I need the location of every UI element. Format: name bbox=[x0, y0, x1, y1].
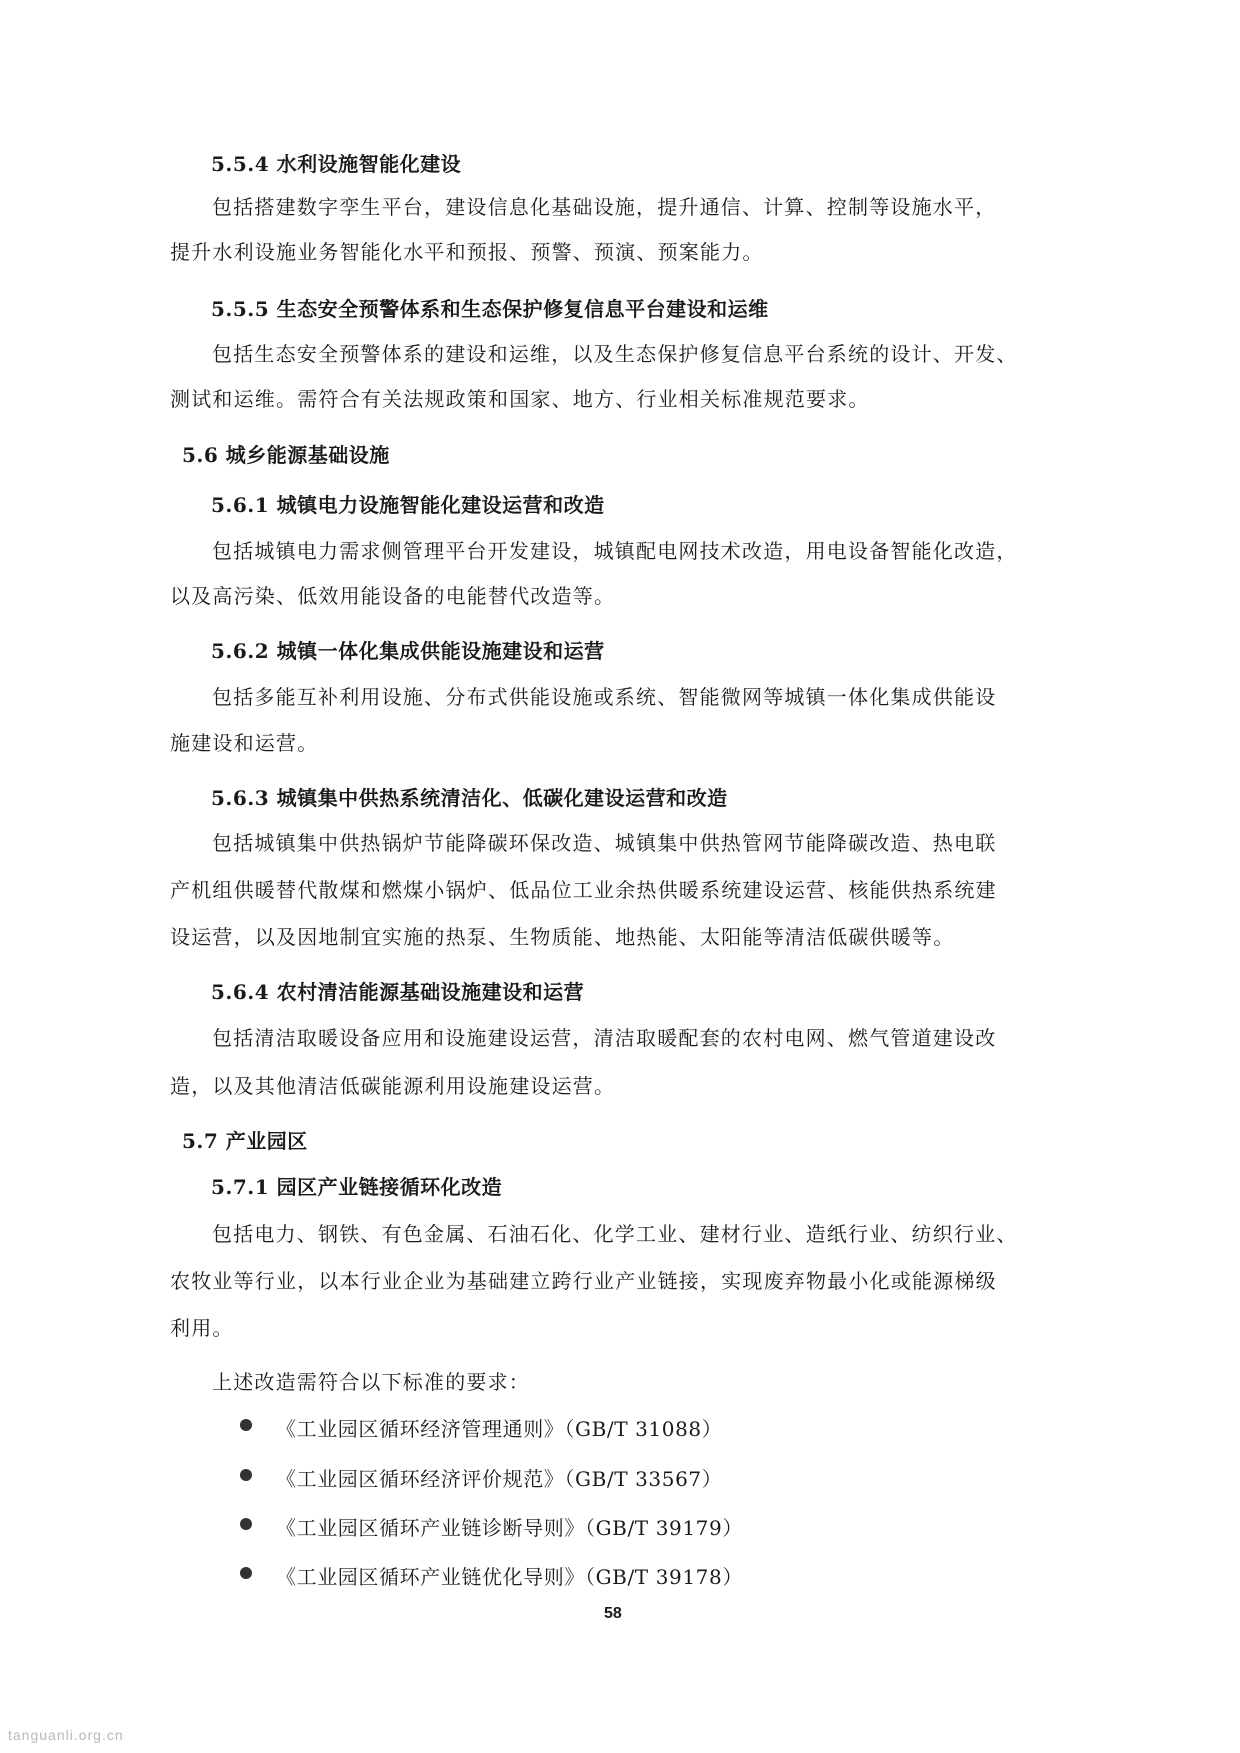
paragraph-line: 设运营，以及因地制宜实施的热泵、生物质能、地热能、太阳能等清洁低碳供暖等。 bbox=[170, 925, 955, 949]
bullet-icon bbox=[240, 1469, 252, 1481]
bullet-icon bbox=[240, 1567, 252, 1579]
standard-reference: 《工业园区循环产业链优化导则》（GB/T 39178） bbox=[276, 1565, 743, 1589]
paragraph-line: 以及高污染、低效用能设备的电能替代改造等。 bbox=[170, 584, 616, 608]
heading-5-5-4: 5.5.4 水利设施智能化建设 bbox=[211, 152, 462, 176]
paragraph-line: 上述改造需符合以下标准的要求： bbox=[212, 1370, 530, 1394]
paragraph-line: 测试和运维。需符合有关法规政策和国家、地方、行业相关标准规范要求。 bbox=[170, 387, 870, 411]
paragraph-line: 提升水利设施业务智能化水平和预报、预警、预演、预案能力。 bbox=[170, 240, 764, 264]
paragraph-line: 包括生态安全预警体系的建设和运维，以及生态保护修复信息平台系统的设计、开发、 bbox=[212, 342, 1018, 366]
paragraph-line: 农牧业等行业，以本行业企业为基础建立跨行业产业链接，实现废弃物最小化或能源梯级 bbox=[170, 1269, 997, 1293]
paragraph-line: 施建设和运营。 bbox=[170, 731, 319, 755]
paragraph-line: 包括城镇集中供热锅炉节能降碳环保改造、城镇集中供热管网节能降碳改造、热电联 bbox=[212, 831, 997, 855]
standard-reference: 《工业园区循环产业链诊断导则》（GB/T 39179） bbox=[276, 1516, 743, 1540]
paragraph-line: 包括城镇电力需求侧管理平台开发建设，城镇配电网技术改造，用电设备智能化改造， bbox=[212, 539, 1018, 563]
bullet-icon bbox=[240, 1419, 252, 1431]
paragraph-line: 包括电力、钢铁、有色金属、石油石化、化学工业、建材行业、造纸行业、纺织行业、 bbox=[212, 1222, 1018, 1246]
paragraph-line: 造，以及其他清洁低碳能源利用设施建设运营。 bbox=[170, 1074, 616, 1098]
heading-5-6-3: 5.6.3 城镇集中供热系统清洁化、低碳化建设运营和改造 bbox=[211, 786, 728, 810]
heading-5-5-5: 5.5.5 生态安全预警体系和生态保护修复信息平台建设和运维 bbox=[211, 297, 769, 321]
paragraph-line: 包括搭建数字孪生平台，建设信息化基础设施，提升通信、计算、控制等设施水平， bbox=[212, 195, 997, 219]
heading-5-6-1: 5.6.1 城镇电力设施智能化建设运营和改造 bbox=[211, 493, 605, 517]
page-number: 58 bbox=[604, 1605, 622, 1622]
paragraph-line: 包括清洁取暖设备应用和设施建设运营，清洁取暖配套的农村电网、燃气管道建设改 bbox=[212, 1026, 997, 1050]
paragraph-line: 产机组供暖替代散煤和燃煤小锅炉、低品位工业余热供暖系统建设运营、核能供热系统建 bbox=[170, 878, 997, 902]
heading-5-6: 5.6 城乡能源基础设施 bbox=[182, 443, 390, 467]
paragraph-line: 利用。 bbox=[170, 1316, 234, 1340]
heading-5-7: 5.7 产业园区 bbox=[182, 1129, 308, 1153]
paragraph-line: 包括多能互补利用设施、分布式供能设施或系统、智能微网等城镇一体化集成供能设 bbox=[212, 685, 997, 709]
heading-5-6-2: 5.6.2 城镇一体化集成供能设施建设和运营 bbox=[211, 639, 605, 663]
standard-reference: 《工业园区循环经济管理通则》（GB/T 31088） bbox=[276, 1417, 723, 1441]
standard-reference: 《工业园区循环经济评价规范》（GB/T 33567） bbox=[276, 1467, 723, 1491]
bullet-icon bbox=[240, 1518, 252, 1530]
heading-5-6-4: 5.6.4 农村清洁能源基础设施建设和运营 bbox=[211, 980, 585, 1004]
watermark: tanguanli.org.cn bbox=[8, 1727, 124, 1743]
heading-5-7-1: 5.7.1 园区产业链接循环化改造 bbox=[211, 1175, 503, 1199]
